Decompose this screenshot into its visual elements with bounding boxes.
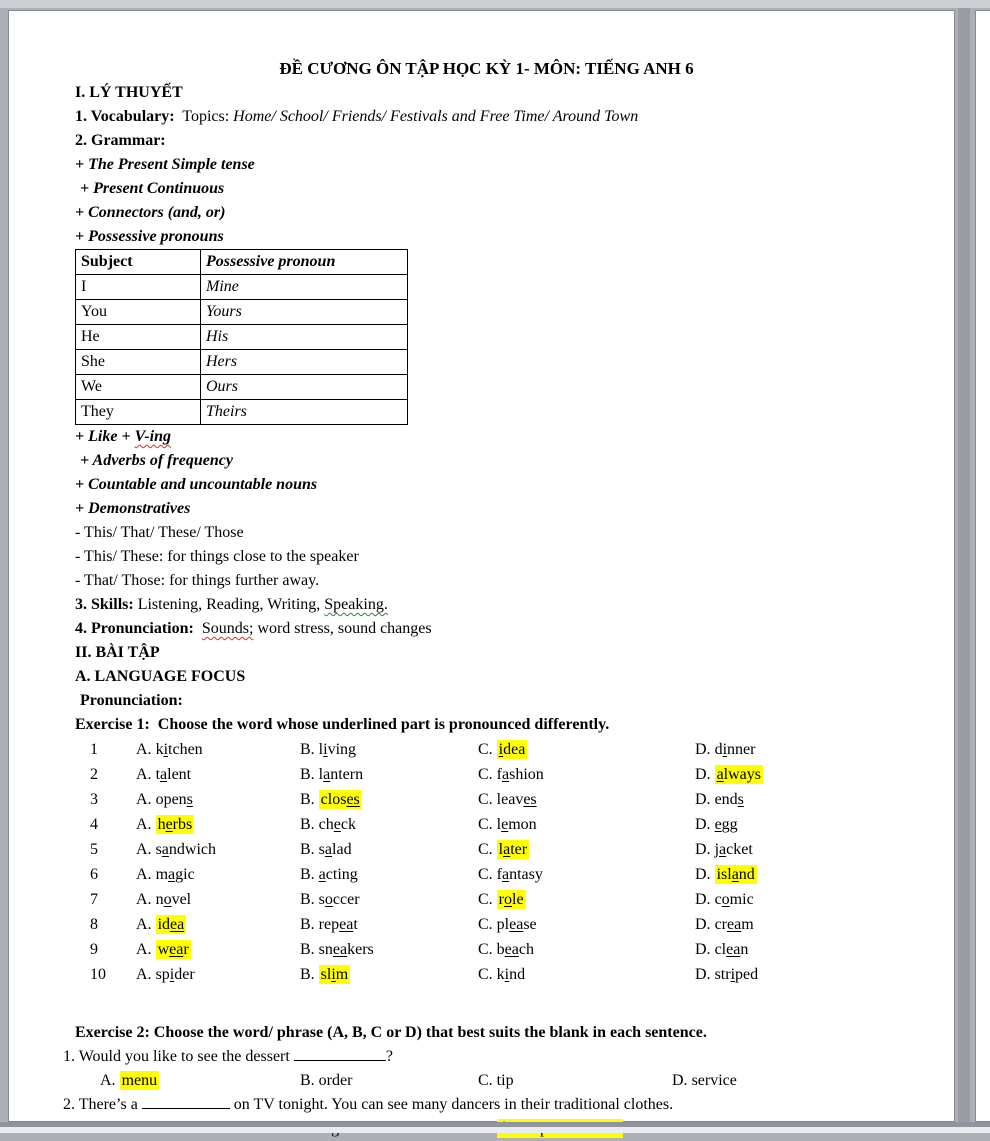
answer-option: A. talent [136,766,192,783]
underlined-letters: a [716,766,724,783]
option-word: magic [155,866,195,883]
text-run [194,620,202,637]
exercise1-rows [63,737,910,987]
text-run: Topics: [174,108,234,125]
theory-line [75,201,910,225]
exercise1-row [84,837,910,862]
squiggle-marked-word: Speaking. [324,596,388,613]
option-word: service [691,1072,737,1089]
subject-cell: They [76,400,201,425]
document-title: ĐỀ CƯƠNG ÔN TẬP HỌC KỲ 1- MÔN: TIẾNG ANH 6 [279,59,694,78]
answer-option: C. fantasy [478,866,543,883]
option-word: sneakers [318,941,374,958]
option-word: fashion [496,766,544,783]
option-word: striped [714,966,759,983]
option-word: dinner [714,741,756,758]
text-run: 2. Grammar: [75,132,166,149]
underlined-letters: i [331,966,336,983]
answer-option: C. role [478,891,524,908]
question-number: 9 [90,941,98,958]
option-word: tip [496,1072,514,1089]
option-word: novel [155,891,192,908]
option-word: kind [496,966,526,983]
option-word: sandwich [155,841,217,858]
option-word: please [496,916,537,933]
option-word: comic [714,891,754,908]
theory-line [80,449,910,473]
pronoun-cell: His [201,325,408,350]
table-row [76,400,408,425]
underlined-letters: i [323,741,328,758]
text-run: word stress, sound changes [253,620,432,637]
underlined-letters: ea [509,916,524,933]
underlined-letters: a [168,866,176,883]
underlined-letters: a [318,866,326,883]
option-word: leaves [496,791,537,808]
answer-option: A. kitchen [136,741,203,758]
underlined-letters: a [324,841,333,858]
answer-option: C. idea [478,741,526,758]
highlighted-answer: menu [121,1072,158,1089]
answer-option: D. striped [695,966,759,983]
theory-line [75,521,910,545]
answer-option: D. ends [695,791,744,808]
exercise1-row [84,762,910,787]
theory-line [75,225,910,249]
document-page-1 [8,10,955,1122]
answer-option: B. slim [300,966,349,983]
exercise1-row [84,862,910,887]
theory-line [75,129,910,153]
answer-option: B. repeat [300,916,358,933]
underlined-letters: a [719,841,727,858]
highlighted-answer: island [716,866,755,883]
text-run: + Adverbs of frequency [80,452,233,469]
theory-line [75,425,910,449]
answer-option: B. salad [300,841,352,858]
option-word: salad [318,841,352,858]
exercise1-heading: Exercise 1: Choose the word whose underlined part is pronounced differently. [75,716,610,733]
underlined-letters: i [163,741,169,758]
underlined-letters: e [501,816,509,833]
theory-line [75,105,910,129]
theory-line [75,153,910,177]
highlighted-answer: always [716,766,761,783]
subject-cell: He [76,325,201,350]
answer-option: D. egg [695,816,738,833]
pronoun-cell: Theirs [201,400,408,425]
subject-cell: She [76,350,201,375]
exercise2-options-row [100,1069,910,1093]
text-run: ? [385,1048,393,1065]
highlighted-answer: idea [498,741,526,758]
answer-option: D. island [695,866,755,883]
text-run: - This/ These: for things close to the speaker [75,548,359,565]
option-word: lantern [318,766,364,783]
underlined-letters: ea [727,916,742,933]
text-run: 1. Would you like to see the dessert [63,1048,294,1065]
squiggle-marked-word: Sounds; [201,620,254,637]
text-run: - This/ That/ These/ Those [75,524,244,541]
highlighted-answer: later [498,841,528,858]
underlined-letters: es [346,791,360,808]
underlined-letters: i [504,966,510,983]
answer-option: A. menu [100,1072,158,1089]
theory-line [75,473,910,497]
underlined-letters: a [161,841,169,858]
underlined-letters: o [163,891,172,908]
option-word: lemon [496,816,537,833]
option-word: cream [714,916,754,933]
exercise1-row [84,912,910,937]
exercise1-row [84,887,910,912]
exercise1-row [84,787,910,812]
text-run: Listening, Reading, Writing, [133,596,325,613]
exercise1-row [84,962,910,987]
option-word: kitchen [155,741,203,758]
page-gap-shadow [958,8,970,1122]
highlighted-answer: herbs [157,816,193,833]
exercise1-row [84,812,910,837]
underlined-letters: i [498,741,504,758]
text-run: 4. Pronunciation: [75,620,194,637]
highlighted-answer: idea [157,916,185,933]
answer-option: D. comic [695,891,754,908]
answer-option: C. later [478,841,528,858]
answer-option: D. dinner [695,741,756,758]
underlined-letters: e [165,816,173,833]
question-sentence [63,1045,910,1069]
section2-heading: II. BÀI TẬP [75,644,160,661]
option-word: clean [714,941,749,958]
answer-option: A. herbs [136,816,193,833]
highlighted-answer: role [498,891,524,908]
highlighted-answer: wear [157,941,189,958]
table-row [76,375,408,400]
answer-option: D. cream [695,916,754,933]
answer-option: D. clean [695,941,749,958]
option-word: jacket [714,841,753,858]
answer-option: D. service [672,1072,737,1089]
underlined-letters: o [504,891,512,908]
question-number: 5 [90,841,98,858]
answer-option: C. tip [478,1072,514,1089]
option-word: spider [155,966,195,983]
theory-line [75,617,910,641]
answer-option: C. leaves [478,791,537,808]
underlined-letters: i [169,966,175,983]
answer-option: C. fashion [478,766,544,783]
option-word: ends [714,791,744,808]
text-run: + Possessive pronouns [75,228,224,245]
underlined-letters: a [502,766,510,783]
answer-option: B. living [300,741,357,758]
question-number: 2 [90,766,98,783]
underlined-letters: ea [332,941,348,958]
answer-option: A. sandwich [136,841,217,858]
question-number: 7 [90,891,98,908]
table-row [76,350,408,375]
table-header-subject: Subject [76,250,201,275]
answer-option: B. check [300,816,356,833]
text-run: + Countable and uncountable nouns [75,476,318,493]
option-word: acting [318,866,358,883]
underlined-letters: es [523,791,537,808]
table-row [76,275,408,300]
underlined-letters: ea [726,941,741,958]
answer-option: B. soccer [300,891,360,908]
underlined-letters: ea [339,916,354,933]
theory-lines-bottom [63,425,910,641]
answer-option: C. please [478,916,537,933]
underlined-letters: a [731,866,739,883]
text-run: 2. There’s a [63,1096,142,1113]
answer-option: B. lantern [300,766,364,783]
text-run: + Connectors (and, or) [75,204,226,221]
window-top-strip [0,0,990,8]
underlined-letters: ea [169,941,184,958]
pronoun-cell: Ours [201,375,408,400]
underlined-letters: a [502,866,510,883]
answer-option: B. sneakers [300,941,374,958]
question-number: 4 [90,816,98,833]
answer-option: B. closes [300,791,360,808]
underlined-letters: e [714,816,722,833]
answer-option: B. acting [300,866,358,883]
option-word: opens [155,791,193,808]
theory-line [80,177,910,201]
question-number: 1 [90,741,98,758]
table-header-pronoun: Possessive pronoun [201,250,408,275]
pronunciation-label: Pronunciation: [80,692,183,709]
answer-option: A. idea [136,916,185,933]
underlined-letters: ea [170,916,185,933]
question-number: 3 [90,791,98,808]
option-word: soccer [318,891,360,908]
text-run: 1. Vocabulary: [75,108,175,125]
theory-line [75,545,910,569]
text-run: + Present Continuous [80,180,225,197]
option-word: talent [155,766,192,783]
underlined-letters: o [721,891,730,908]
subject-cell: We [76,375,201,400]
underlined-letters: e [333,816,341,833]
answer-option: A. spider [136,966,195,983]
document-content [9,11,954,1141]
fill-in-blank [142,1095,230,1109]
document-page-2-edge [975,10,990,1122]
text-run: Home/ School/ Friends/ Festivals and Free Time/ Around Town [233,108,639,125]
underlined-letters: ea [504,941,519,958]
theory-line [75,593,910,617]
option-word: living [318,741,357,758]
pronoun-cell: Mine [201,275,408,300]
answer-option: C. beach [478,941,534,958]
underlined-letters: o [324,891,333,908]
theory-line [75,497,910,521]
highlighted-answer: closes [320,791,360,808]
underlined-letters: s [737,791,744,808]
subject-cell: You [76,300,201,325]
exercise1-row [84,937,910,962]
option-word: fantasy [496,866,543,883]
question-number: 8 [90,916,98,933]
table-row [76,300,408,325]
theory-lines-top [63,105,910,249]
pronoun-cell: Hers [201,350,408,375]
question-number: 6 [90,866,98,883]
horizontal-scrollbar-track[interactable] [0,1127,990,1133]
possessive-pronoun-table [75,249,408,425]
pronoun-cell: Yours [201,300,408,325]
answer-option: A. magic [136,866,195,883]
text-run: - That/ Those: for things further away. [75,572,320,589]
answer-option: C. kind [478,966,526,983]
question-number: 10 [90,966,106,983]
exercise1-row [84,737,910,762]
table-row [76,325,408,350]
language-focus-heading: A. LANGUAGE FOCUS [75,668,246,685]
answer-option: B. order [300,1072,353,1089]
text-run: 3. Skills: [75,596,134,613]
answer-option: D. jacket [695,841,753,858]
theory-heading: I. LÝ THUYẾT [75,84,183,101]
option-word: order [318,1072,353,1089]
subject-cell: I [76,275,201,300]
answer-option: A. wear [136,941,189,958]
text-run: + The Present Simple tense [75,156,255,173]
question-sentence [63,1093,910,1117]
answer-option: C. lemon [478,816,537,833]
highlighted-answer: slim [320,966,349,983]
text-run: on TV tonight. You can see many dancers in their traditional clothes. [229,1096,674,1113]
exercise2-heading: Exercise 2: Choose the word/ phrase (A, B, C or D) that best suits the blank in each sentence. [75,1024,707,1041]
answer-option: D. always [695,766,761,783]
text-run: + Like + [75,428,135,445]
option-word: check [318,816,356,833]
underlined-letters: i [722,741,728,758]
option-word: repeat [318,916,358,933]
text-run: + Demonstratives [75,500,191,517]
answer-option: A. opens [136,791,193,808]
fill-in-blank [294,1047,386,1061]
option-word: egg [714,816,738,833]
blank-gap [63,987,910,1021]
underlined-letters: a [323,766,331,783]
underlined-letters: a [503,841,511,858]
answer-option: A. novel [136,891,192,908]
underlined-letters: s [186,791,193,808]
underlined-letters: a [160,766,168,783]
squiggle-marked-word: V-ing [134,428,172,445]
option-word: beach [496,941,534,958]
underlined-letters: i [730,966,736,983]
theory-line [75,569,910,593]
table-header-row [76,250,408,275]
